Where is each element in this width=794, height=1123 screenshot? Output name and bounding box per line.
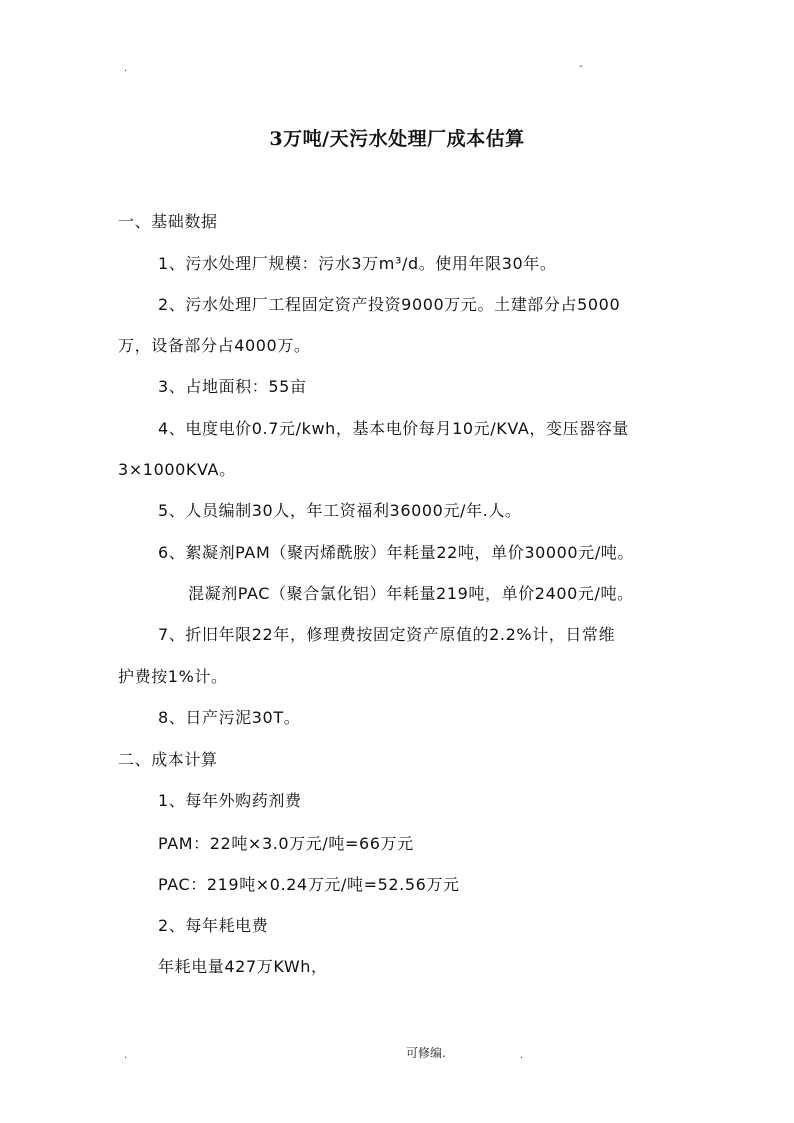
- item1-text: 1、污水处理厂规模：污水3万m³/d。使用年限30年。: [158, 254, 557, 273]
- footer-dot-right: .: [520, 1050, 524, 1061]
- item3-text: 3、占地面积：55亩: [158, 377, 307, 396]
- header-dot-right: -: [579, 61, 583, 72]
- sub2-title: 2、每年耗电费: [158, 916, 269, 935]
- item7-text-line2: 护费按1%计。: [118, 667, 228, 686]
- item4-text-line1: 4、电度电价0.7元/kwh，基本电价每月10元/KVA，变压器容量: [158, 419, 630, 438]
- item6-text-line2: 混凝剂PAC（聚合氯化铝）年耗量219吨，单价2400元/吨。: [188, 584, 634, 603]
- item5-text: 5、人员编制30人，年工资福利36000元/年.人。: [158, 501, 522, 520]
- section2-heading: 二、成本计算: [118, 750, 218, 769]
- footer-label: 可修编.: [406, 1046, 446, 1060]
- item2-text-line2: 万，设备部分占4000万。: [118, 336, 311, 355]
- footer-dot-left: .: [124, 1050, 128, 1061]
- sub1-title: 1、每年外购药剂费: [158, 791, 302, 810]
- item2-text-line1: 2、污水处理厂工程固定资产投资9000万元。土建部分占5000: [158, 295, 621, 314]
- sub1-pam-calc: PAM：22吨×3.0万元/吨=66万元: [158, 834, 414, 853]
- item4-text-line2: 3×1000KVA。: [118, 460, 236, 479]
- sub2-electricity-line: 年耗电量427万KWh，: [158, 957, 328, 976]
- item6-text-line1: 6、絮凝剂PAM（聚丙烯酰胺）年耗量22吨，单价30000元/吨。: [158, 543, 635, 562]
- section1-heading: 一、基础数据: [118, 212, 218, 231]
- item7-text-line1: 7、折旧年限22年，修理费按固定资产原值的2.2%计，日常维: [158, 625, 616, 644]
- header-dot-left: .: [124, 63, 128, 74]
- sub1-pac-calc: PAC：219吨×0.24万元/吨=52.56万元: [158, 875, 460, 894]
- document-title: 3万吨/天污水处理厂成本估算: [269, 128, 525, 150]
- item8-text: 8、日产污泥30T。: [158, 708, 301, 727]
